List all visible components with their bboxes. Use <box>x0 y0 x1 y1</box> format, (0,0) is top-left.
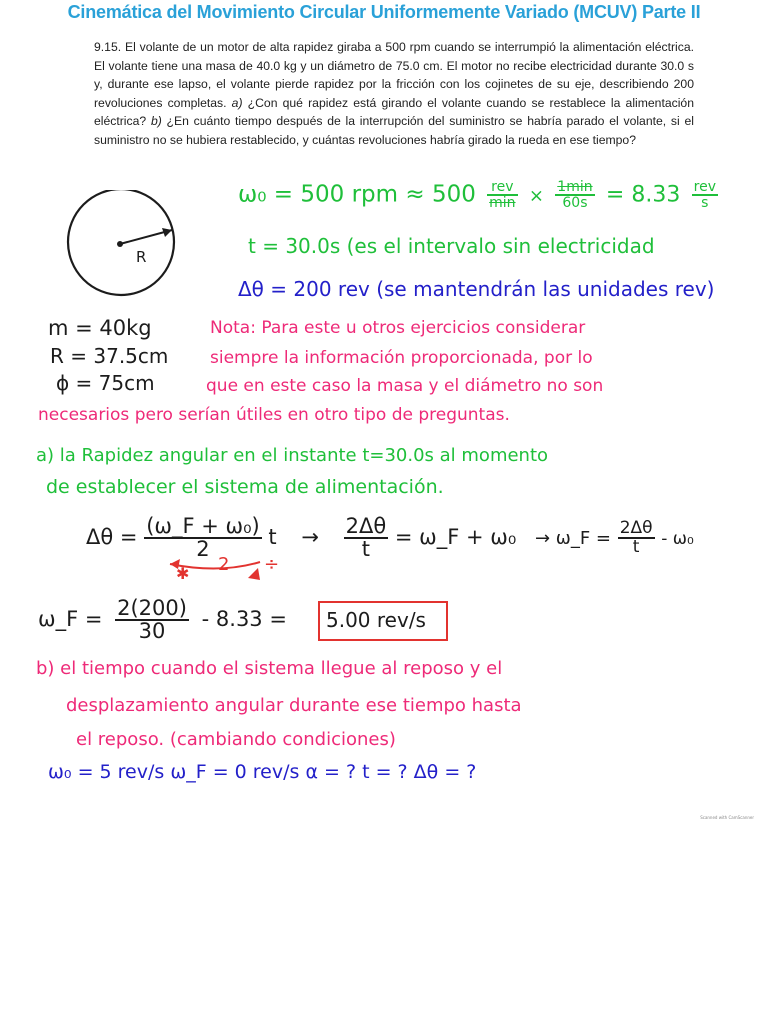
frac-rev-s-num: rev <box>693 179 716 195</box>
part-b-line-1: b) el tiempo cuando el sistema llegue al reposo y el <box>36 658 503 679</box>
part-b-line-2: desplazamiento angular durante ese tiempo hasta <box>66 695 522 716</box>
radius-label: R <box>136 248 147 266</box>
frac-sixty-s: 60s <box>562 195 588 211</box>
final-speed-result: 5.00 rev/s <box>326 608 426 632</box>
times-sign: × <box>528 185 544 207</box>
red-two: 2 <box>218 554 230 575</box>
time-line: t = 30.0s (es el intervalo sin electricidad <box>248 234 655 258</box>
problem-number: 9.15. <box>94 40 122 54</box>
part-a-question: ¿Con qué rapidez está girando el volante cuando se restablece la alimentación eléctrica? <box>94 95 694 129</box>
red-arrowhead-right <box>248 568 260 580</box>
eq1-den: 2 <box>196 537 210 561</box>
eq1-lhs: Δθ = <box>86 525 138 549</box>
note-line-4: necesarios pero serían útiles en otro tipo de preguntas. <box>38 405 510 425</box>
red-divide: ÷ <box>264 554 280 575</box>
radius-value: R = 37.5cm <box>50 344 169 368</box>
wf-fraction <box>115 598 189 642</box>
part-b-conditions: ω₀ = 5 rev/s ω_F = 0 rev/s α = ? t = ? Δθ = ? <box>48 761 477 783</box>
frac-rev: rev <box>487 180 517 196</box>
eq3-lhs: → ω_F = <box>534 528 611 549</box>
omega0-lhs: ω₀ = 500 rpm ≈ 500 <box>238 181 476 208</box>
problem-text: El volante de un motor de alta rapidez giraba a 500 rpm cuando se interrumpió la alimentación eléctrica. El volante tiene una masa de 40.0 kg y un diámetro de 75.0 cm. El motor no recibe electricidad durante 30.0 s y, durante ese lapso, el volante pierde rapidez por la fricción con los cojinetes de su eje, describiendo 200 revoluciones completas. <box>94 40 694 110</box>
part-a-line-2: de establecer el sistema de alimentación. <box>46 476 444 498</box>
part-b-label: b) <box>150 114 162 129</box>
arrow-1: → <box>301 525 319 549</box>
final-speed-equation <box>38 598 287 642</box>
diameter-value: ϕ = 75cm <box>56 371 155 395</box>
part-a-line-1: a) la Rapidez angular en el instante t=30.0s al momento <box>36 445 549 466</box>
part-a-label: a) <box>231 95 243 110</box>
mass-value: m = 40kg <box>48 316 152 340</box>
eq3-num: 2Δθ <box>619 518 653 538</box>
omega0-result: = 8.33 <box>605 182 681 208</box>
flywheel-diagram <box>58 190 188 300</box>
wf-minus: - 8.33 = <box>201 607 287 631</box>
radius-arrowhead <box>162 228 172 237</box>
frac-min: min <box>489 195 516 211</box>
eq3-tail: - ω₀ <box>661 529 694 549</box>
part-b-question: ¿En cuánto tiempo después de la interrupción del suministro se habría parado el volante, si el suministro no se hubiera restablecido, y cuántas revoluciones habría girado la rueda en ese tiempo? <box>94 114 694 147</box>
frac-rev-s-den: s <box>701 195 709 211</box>
rev-per-min-fraction <box>487 180 517 210</box>
eq2-fraction <box>344 516 389 560</box>
wf-num: 2(200) <box>117 596 187 620</box>
eq1-num: (ω_F + ω₀) <box>146 514 260 538</box>
eq3-den: t <box>632 537 640 557</box>
wf-lhs: ω_F = <box>38 607 103 631</box>
part-b-line-3: el reposo. (cambiando condiciones) <box>76 729 396 750</box>
page-title <box>0 0 768 24</box>
eq2-rhs: = ω_F + ω₀ <box>394 525 517 549</box>
note-line-2: siempre la información proporcionada, por lo <box>210 348 593 368</box>
problem-statement <box>94 38 694 150</box>
scanner-watermark: Scanned with CamScanner <box>700 815 754 820</box>
rev-per-s-fraction <box>692 180 718 210</box>
eq2-num: 2Δθ <box>345 514 387 538</box>
page-title-text: Cinemática del Movimiento Circular Uniformemente Variado (MCUV) Parte II <box>67 2 701 22</box>
wf-den: 30 <box>138 619 166 643</box>
note-line-1: Nota: Para este u otros ejercicios considerar <box>210 318 586 338</box>
min-per-sec-fraction <box>555 180 594 210</box>
eq3-fraction <box>618 520 655 556</box>
rearrangement-arrows <box>150 550 280 590</box>
red-star: ✱ <box>176 564 190 583</box>
note-line-3: que en este caso la masa y el diámetro no son <box>206 376 604 396</box>
frac-one-min: 1min <box>557 179 593 195</box>
displacement-line: Δθ = 200 rev (se mantendrán las unidades rev) <box>238 277 715 301</box>
omega0-line <box>238 180 718 210</box>
eq2-den: t <box>361 537 371 561</box>
eq1-t: t <box>268 525 277 549</box>
